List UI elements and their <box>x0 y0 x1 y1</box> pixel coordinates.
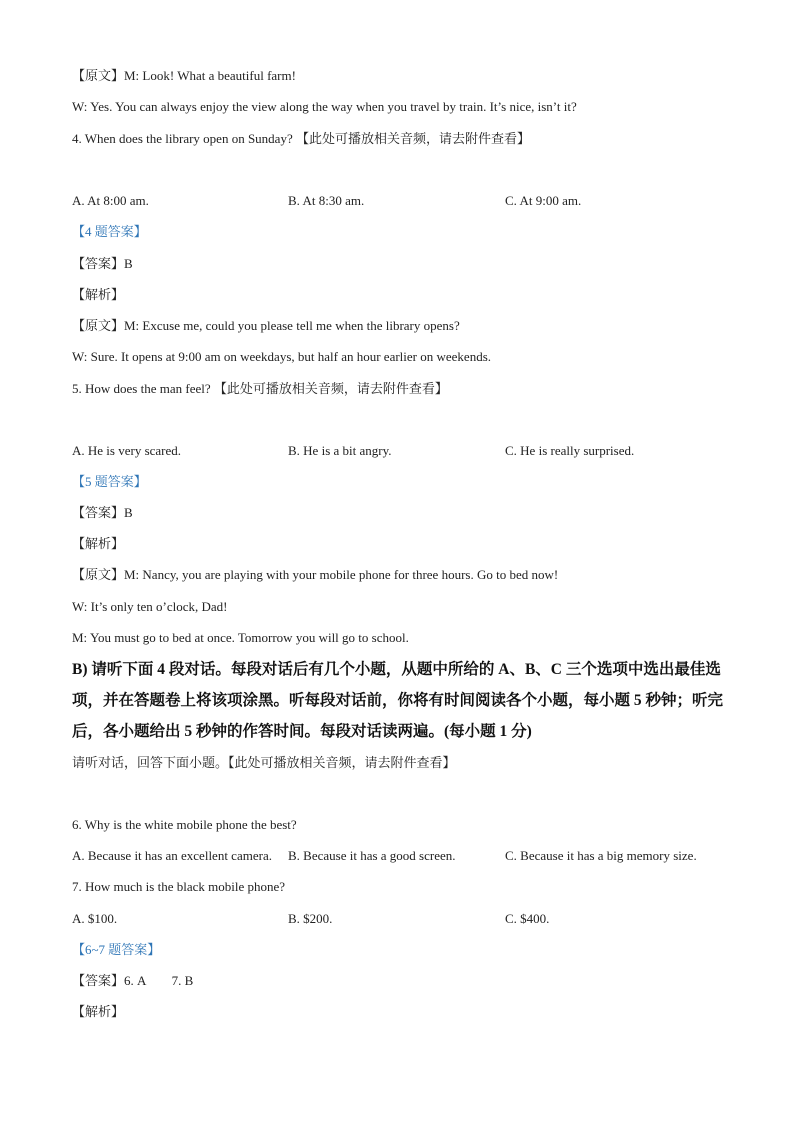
q4-analysis-label: 【解析】 <box>72 287 125 302</box>
q6-7-answer: 【答案】6. A 7. B <box>72 973 194 988</box>
q4-script-line-1: 【原文】M: Excuse me, could you please tell me when the library opens? <box>72 318 460 333</box>
q5-script-line-3: M: You must go to bed at once. Tomorrow you will go to school. <box>72 630 409 645</box>
section-b-instructions: B) 请听下面 4 段对话。每段对话后有几个小题，从题中所给的 A、B、C 三个选项中选出最佳选项，并在答题卷上将该项涂黑。听每段对话前，你将有时间阅读各个小题，每小题 5 秒钟；听完后，各小题给出 5 秒钟的作答时间。每段对话读两遍。(每小题 1 分) <box>72 661 724 740</box>
q5-answer-header: 【5 题答案】 <box>72 474 147 489</box>
q5-option-a: A. He is very scared. <box>72 443 182 458</box>
q7-option-a: A. $100. <box>72 911 118 926</box>
q6-7-answer-header: 【6~7 题答案】 <box>72 942 161 957</box>
q5-option-c: C. He is really surprised. <box>505 443 635 458</box>
q4-answer-header: 【4 题答案】 <box>72 224 147 239</box>
q4-option-a: A. At 8:00 am. <box>72 193 149 208</box>
q5-question: 5. How does the man feel? 【此处可播放相关音频，请去附件查看】 <box>72 381 448 396</box>
q7-question: 7. How much is the black mobile phone? <box>72 879 286 894</box>
q5-answer: 【答案】B <box>72 505 133 520</box>
q6-question: 6. Why is the white mobile phone the best? <box>72 817 297 832</box>
q7-option-b: B. $200. <box>288 911 333 926</box>
q5-analysis-label: 【解析】 <box>72 536 125 551</box>
q5-script-line-2: W: It’s only ten o’clock, Dad! <box>72 599 228 614</box>
q5-script-line-1: 【原文】M: Nancy, you are playing with your mobile phone for three hours. Go to bed now! <box>72 567 559 582</box>
q4-question: 4. When does the library open on Sunday? 【此处可播放相关音频，请去附件查看】 <box>72 131 530 146</box>
q4-option-b: B. At 8:30 am. <box>288 193 365 208</box>
section-b-audio-prompt: 请听对话，回答下面小题。【此处可播放相关音频，请去附件查看】 <box>72 755 456 770</box>
q6-7-analysis-label: 【解析】 <box>72 1004 125 1019</box>
q5-option-b: B. He is a bit angry. <box>288 443 392 458</box>
q4-script-line-2: W: Sure. It opens at 9:00 am on weekdays, but half an hour earlier on weekends. <box>72 349 492 364</box>
q3-script-line-1: 【原文】M: Look! What a beautiful farm! <box>72 68 296 83</box>
q6-option-c: C. Because it has a big memory size. <box>505 848 697 863</box>
q7-option-c: C. $400. <box>505 911 550 926</box>
q4-answer: 【答案】B <box>72 256 133 271</box>
q6-option-a: A. Because it has an excellent camera. <box>72 848 272 863</box>
q4-option-c: C. At 9:00 am. <box>505 193 582 208</box>
q3-script-line-2: W: Yes. You can always enjoy the view along the way when you travel by train. It’s nice, isn’t it? <box>72 99 577 114</box>
q6-option-b: B. Because it has a good screen. <box>288 848 456 863</box>
